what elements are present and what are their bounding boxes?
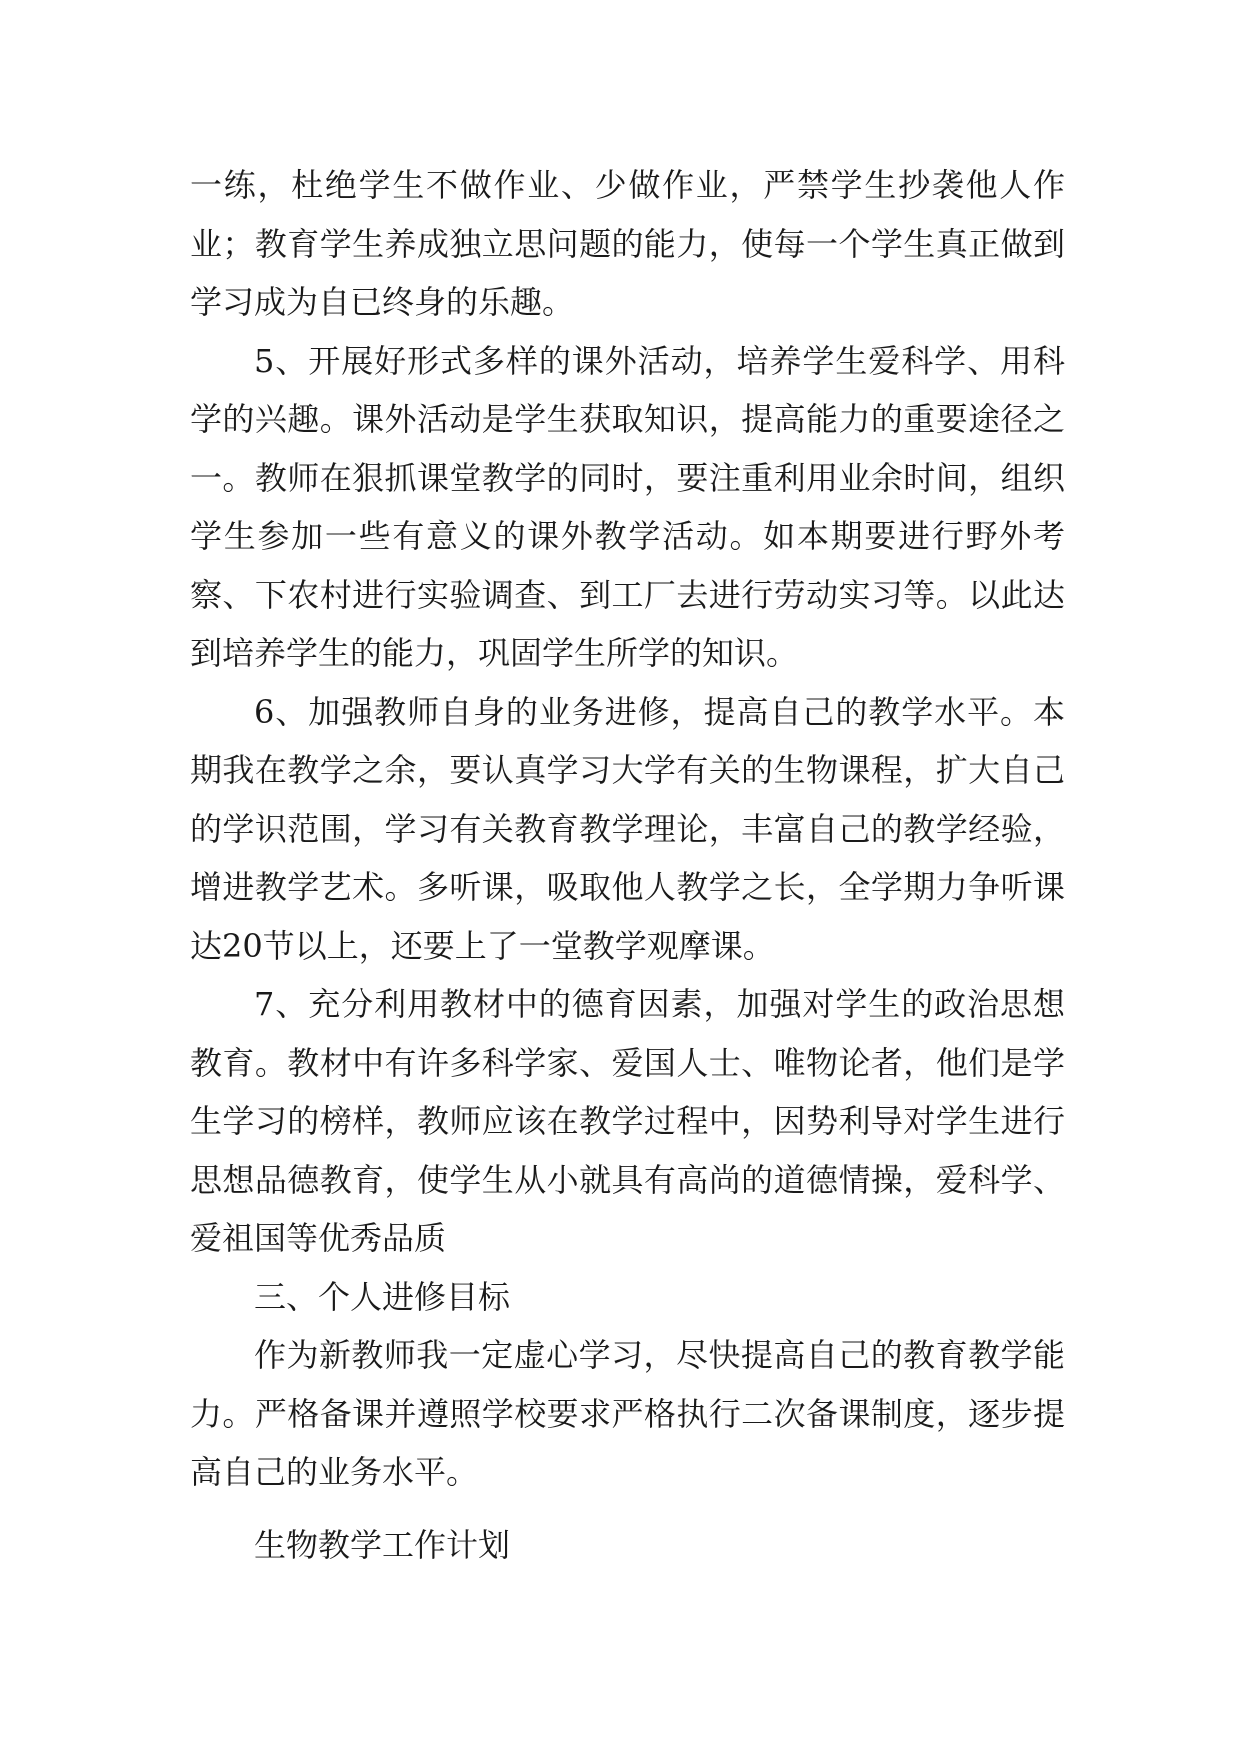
paragraph-continuation: 一练，杜绝学生不做作业、少做作业，严禁学生抄袭他人作业；教育学生养成独立思问题的能力，使每一个学生真正做到学习成为自已终身的乐趣。 xyxy=(190,166,1065,321)
paragraph-item-6: 6、加强教师自身的业务进修，提高自己的教学水平。本期我在教学之余，要认真学习大学有关的生物课程，扩大自己的学识范围，学习有关教育教学理论，丰富自己的教学经验，增进教学艺术。多听课，吸取他人教学之长，全学期力争听课达20节以上，还要上了一堂教学观摩课。 xyxy=(190,692,1065,965)
trailing-title: 生物教学工作计划 xyxy=(254,1525,511,1564)
document-body xyxy=(190,156,1065,1574)
paragraph-item-7: 7、充分利用教材中的德育因素，加强对学生的政治思想教育。教材中有许多科学家、爱国人士、唯物论者，他们是学生学习的榜样，教师应该在教学过程中，因势利导对学生进行思想品德教育，使学生从小就具有高尚的道德情操，爱科学、爱祖国等优秀品质 xyxy=(190,985,1065,1257)
paragraph-item-5: 5、开展好形式多样的课外活动，培养学生爱科学、用科学的兴趣。课外活动是学生获取知识，提高能力的重要途径之一。教师在狠抓课堂教学的同时，要注重利用业余时间，组织学生参加一些有意义的课外教学活动。如本期要进行野外考察、下农村进行实验调查、到工厂去进行劳动实习等。以此达到培养学生的能力，巩固学生所学的知识。 xyxy=(190,341,1065,672)
section-paragraph: 作为新教师我一定虚心学习，尽快提高自己的教育教学能力。严格备课并遵照学校要求严格执行二次备课制度，逐步提高自己的业务水平。 xyxy=(190,1336,1065,1491)
section-heading: 三、个人进修目标 xyxy=(254,1277,511,1316)
